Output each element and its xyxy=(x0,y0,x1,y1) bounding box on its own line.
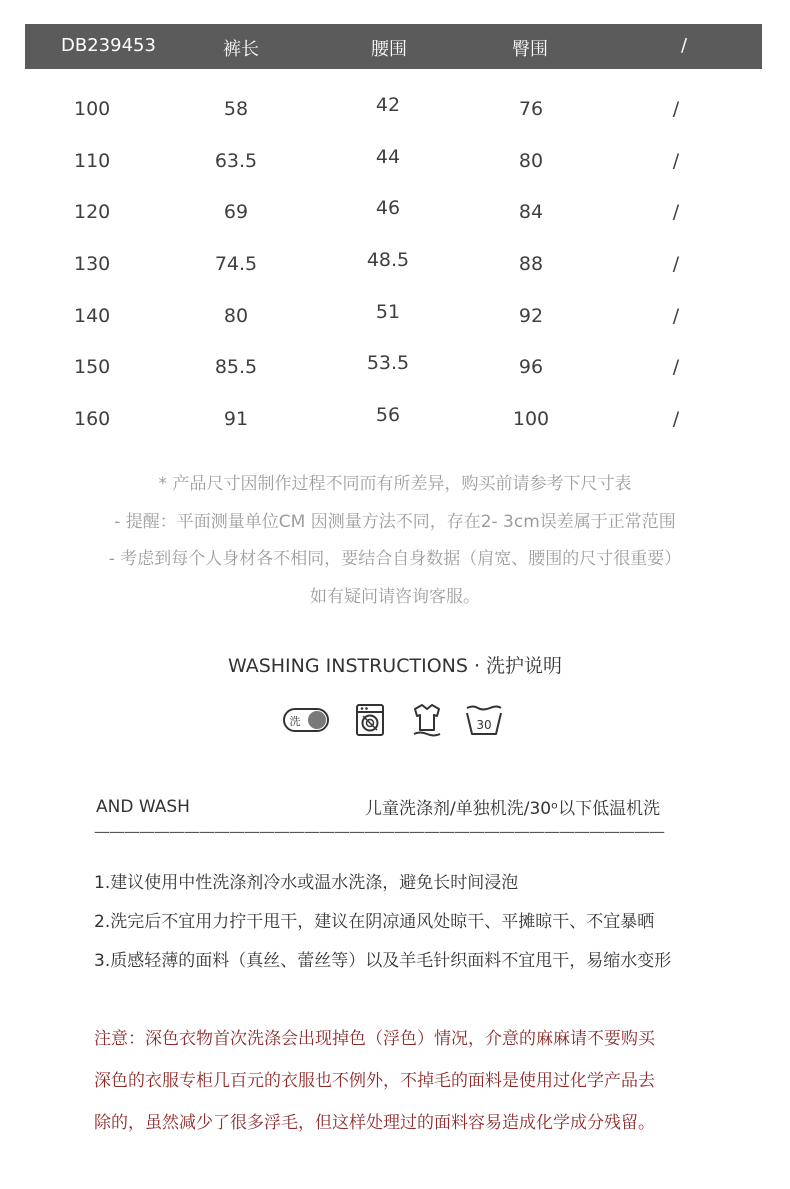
table-row xyxy=(0,249,790,283)
header-product-code: DB239453 xyxy=(61,35,156,56)
warning-line: 注意：深色衣物首次洗涤会出现掉色（浮色）情况，介意的麻麻请不要购买 xyxy=(94,1029,655,1049)
note-line: - 考虑到每个人身材各不相同，要结合自身数据（肩宽、腰围的尺寸很重要） xyxy=(108,549,682,569)
cell-hip: 100 xyxy=(512,408,550,430)
size-table-header xyxy=(25,24,762,69)
cell-length: 91 xyxy=(223,408,249,430)
tip-line: 3.质感轻薄的面料（真丝、蕾丝等）以及羊毛针织面料不宜甩干，易缩水变形 xyxy=(94,951,672,971)
cell-length: 58 xyxy=(223,98,249,120)
cell-extra: / xyxy=(672,408,680,430)
cell-size: 100 xyxy=(74,98,111,120)
header-waist: 腰围 xyxy=(371,39,407,60)
cell-extra: / xyxy=(672,150,680,172)
tip-line: 1.建议使用中性洗涤剂冷水或温水洗涤，避免长时间浸泡 xyxy=(94,873,519,893)
cell-size: 140 xyxy=(74,305,111,327)
cell-length: 63.5 xyxy=(214,150,258,172)
warning-line: 除的，虽然减少了很多浮毛，但这样处理过的面料容易造成化学成分残留。 xyxy=(94,1113,655,1133)
color-fade-warning xyxy=(94,1022,655,1148)
table-row xyxy=(0,404,790,438)
care-icons xyxy=(282,700,512,740)
wash-temp-label: 30 xyxy=(476,718,492,732)
cell-extra: / xyxy=(672,253,680,275)
table-row xyxy=(0,146,790,180)
cell-hip: 76 xyxy=(518,98,544,120)
cell-length: 69 xyxy=(223,201,249,223)
table-row xyxy=(0,197,790,231)
cell-waist: 44 xyxy=(375,146,401,168)
warning-line: 深色的衣服专柜几百元的衣服也不例外，不掉毛的面料是使用过化学产品去 xyxy=(94,1071,655,1091)
cell-extra: / xyxy=(672,201,680,223)
cell-extra: / xyxy=(672,305,680,327)
cell-size: 110 xyxy=(74,150,111,172)
cell-hip: 92 xyxy=(518,305,544,327)
note-line: * 产品尺寸因制作过程不同而有所差异，购买前请参考下尺寸表 xyxy=(158,474,632,494)
cell-waist: 51 xyxy=(375,301,401,323)
cell-length: 80 xyxy=(223,305,249,327)
wash-30-icon xyxy=(464,700,504,740)
note-line: - 提醒：平面测量单位CM 因测量方法不同，存在2- 3cm误差属于正常范围 xyxy=(114,511,676,532)
table-row xyxy=(0,301,790,335)
cell-hip: 80 xyxy=(518,150,544,172)
wash-tips xyxy=(94,868,671,985)
cell-size: 120 xyxy=(74,201,111,223)
header-extra: / xyxy=(681,35,688,56)
cell-hip: 84 xyxy=(518,201,544,223)
cell-hip: 88 xyxy=(518,253,544,275)
cell-waist: 42 xyxy=(375,94,401,116)
header-hip: 臀围 xyxy=(512,39,548,60)
cell-size: 160 xyxy=(74,408,111,430)
wash-toggle-icon xyxy=(282,700,330,740)
cell-hip: 96 xyxy=(518,356,544,378)
washing-title: WASHING INSTRUCTIONS · 洗护说明 xyxy=(227,655,563,677)
table-row xyxy=(0,352,790,386)
table-row xyxy=(0,94,790,128)
wash-method-detail: 儿童洗涤剂/单独机洗/30ᵒ以下低温机洗 xyxy=(365,799,661,819)
size-notes xyxy=(0,470,790,620)
note-line: 如有疑问请咨询客服。 xyxy=(310,586,480,607)
tip-line: 2.洗完后不宜用力拧干甩干，建议在阴凉通风处晾干、平摊晾干、不宜暴晒 xyxy=(94,912,655,932)
header-length: 裤长 xyxy=(223,39,259,60)
machine-wash-icon xyxy=(354,700,386,740)
cell-extra: / xyxy=(672,356,680,378)
cell-length: 74.5 xyxy=(214,253,258,275)
toggle-label: 洗 xyxy=(289,715,301,728)
section-divider: —————————————————————————————————————— xyxy=(94,822,664,841)
cell-extra: / xyxy=(672,98,680,120)
cell-waist: 48.5 xyxy=(366,249,410,271)
cell-waist: 53.5 xyxy=(366,352,410,374)
cell-size: 150 xyxy=(74,356,111,378)
cell-waist: 46 xyxy=(375,197,401,219)
cell-length: 85.5 xyxy=(214,356,258,378)
hang-dry-icon xyxy=(410,700,444,740)
wash-method-label: AND WASH xyxy=(96,797,190,817)
cell-waist: 56 xyxy=(375,404,401,426)
cell-size: 130 xyxy=(74,253,111,275)
